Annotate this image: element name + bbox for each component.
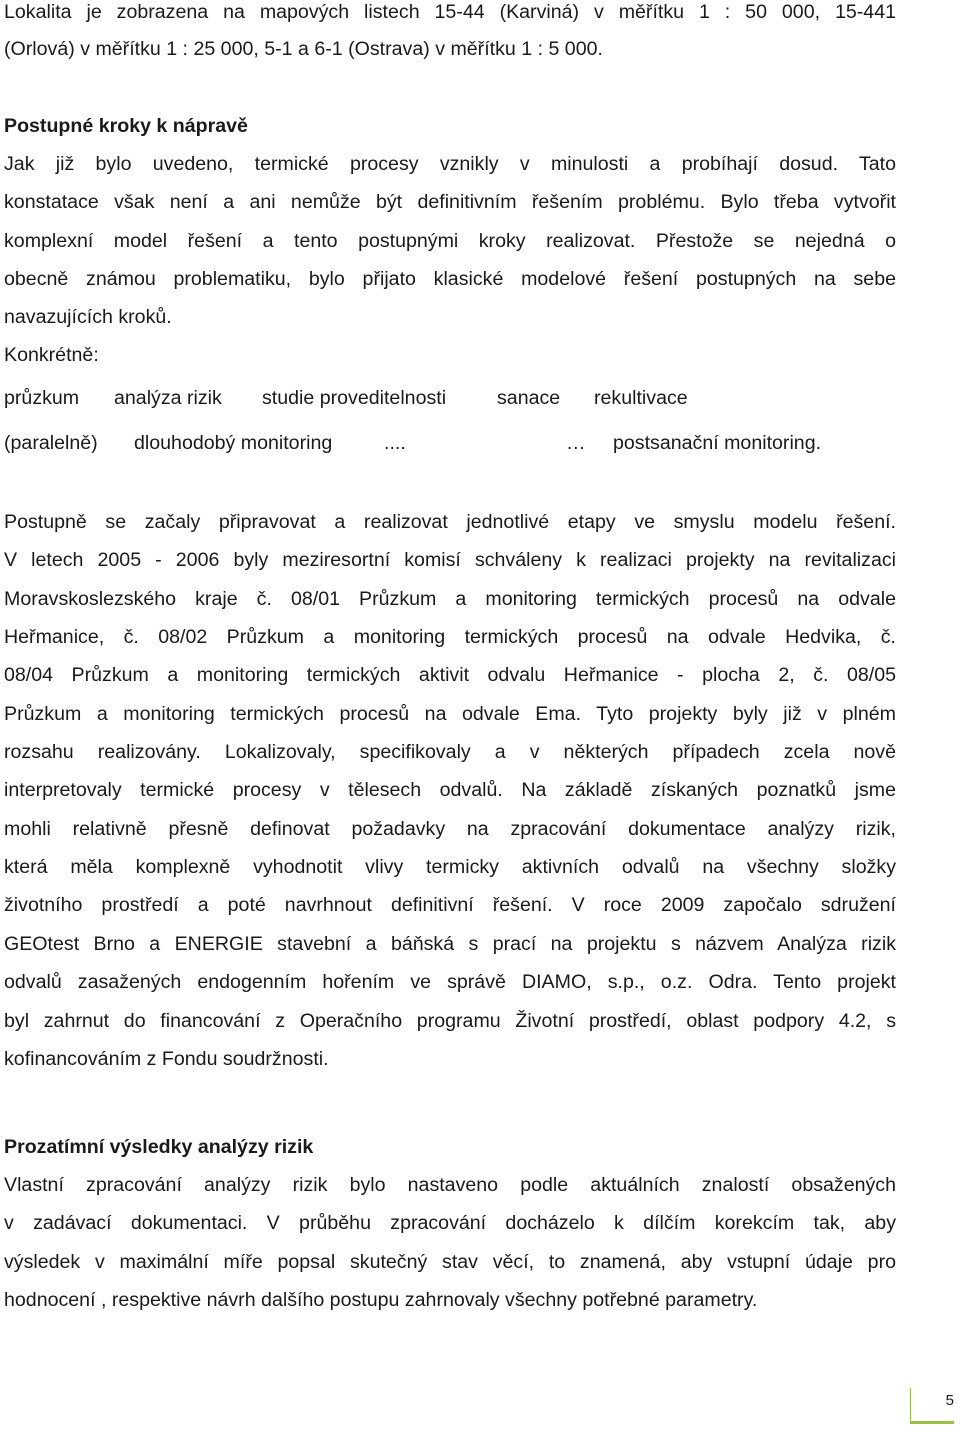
parallel-item: postsanační monitoring.: [613, 432, 822, 454]
parallel-item: dlouhodobý monitoring: [134, 432, 333, 454]
paragraph-line: Postupně se začaly připravovat a realizovat jednotlivé etapy ve smyslu modelu řešení.: [4, 511, 896, 533]
paragraph-line: navazujících kroků.: [4, 306, 172, 328]
paragraph-line: konstatace však není a ani nemůže být definitivním řešením problému. Bylo třeba vytvořit: [4, 191, 896, 213]
step-item: rekultivace: [594, 387, 688, 409]
intro-line-1: Lokalita je zobrazena na mapových listech 15-44 (Karviná) v měřítku 1 : 50 000, 15-441: [4, 1, 896, 23]
parallel-item: …: [566, 432, 586, 454]
paragraph-line: Moravskoslezského kraje č. 08/01 Průzkum a monitoring termických procesů na odvale: [4, 588, 896, 610]
parallel-item: (paralelně): [4, 432, 98, 454]
paragraph-line: byl zahrnut do financování z Operačního programu Životní prostředí, oblast podpory 4.2, s: [4, 1010, 896, 1032]
paragraph-line: Průzkum a monitoring termických procesů na odvale Ema. Tyto projekty byly již v plném: [4, 703, 896, 725]
paragraph-line: interpretovaly termické procesy v tělesech odvalů. Na základě získaných poznatků jsme: [4, 779, 896, 801]
paragraph-line: odvalů zasažených endogenním hořením ve správě DIAMO, s.p., o.z. Odra. Tento projekt: [4, 971, 896, 993]
paragraph-line: která měla komplexně vyhodnotit vlivy termicky aktivních odvalů na všechny složky: [4, 856, 896, 878]
section-heading-steps: Postupné kroky k nápravě: [4, 115, 248, 137]
section-heading-results: Prozatímní výsledky analýzy rizik: [4, 1136, 314, 1158]
paragraph-line: rozsahu realizovány. Lokalizovaly, specifikovaly a v některých případech zcela nově: [4, 741, 896, 763]
step-item: studie proveditelnosti: [262, 387, 447, 409]
paragraph-line: obecně známou problematiku, bylo přijato klasické modelové řešení postupných na sebe: [4, 268, 896, 290]
parallel-item: ....: [384, 432, 406, 454]
paragraph-line: v zadávací dokumentaci. V průběhu zpracování docházelo k dílčím korekcím tak, aby: [4, 1212, 896, 1234]
paragraph-line: Jak již bylo uvedeno, termické procesy vznikly v minulosti a probíhají dosud. Tato: [4, 153, 896, 175]
paragraph-line: kofinancováním z Fondu soudržnosti.: [4, 1048, 329, 1070]
step-item: průzkum: [4, 387, 80, 409]
paragraph-line: Heřmanice, č. 08/02 Průzkum a monitoring termických procesů na odvale Hedvika, č.: [4, 626, 896, 648]
step-item: sanace: [497, 387, 561, 409]
paragraph-line: 08/04 Průzkum a monitoring termických aktivit odvalu Heřmanice - plocha 2, č. 08/05: [4, 664, 896, 686]
paragraph-line: mohli relativně přesně definovat požadavky na zpracování dokumentace analýzy rizik,: [4, 818, 896, 840]
paragraph-line: Vlastní zpracování analýzy rizik bylo nastaveno podle aktuálních znalostí obsažených: [4, 1174, 896, 1196]
page-marker-rule-horizontal: [910, 1421, 954, 1424]
paragraph-line: GEOtest Brno a ENERGIE stavební a báňská s prací na projektu s názvem Analýza rizik: [4, 933, 896, 955]
paragraph-line: V letech 2005 - 2006 byly meziresortní komisí schváleny k realizaci projekty na revitalizaci: [4, 549, 896, 571]
paragraph-line: komplexní model řešení a tento postupnými kroky realizovat. Přestože se nejedná o: [4, 230, 896, 252]
step-item: analýza rizik: [114, 387, 222, 409]
paragraph-line: životního prostředí a poté navrhnout definitivní řešení. V roce 2009 započalo sdružení: [4, 894, 896, 916]
paragraph-line: výsledek v maximální míře popsal skutečný stav věcí, to znamená, aby vstupní údaje pro: [4, 1251, 896, 1273]
page-number: 5: [945, 1392, 954, 1409]
concretely-label: Konkrétně:: [4, 344, 99, 366]
paragraph-line: hodnocení , respektive návrh dalšího postupu zahrnovaly všechny potřebné parametry.: [4, 1289, 758, 1311]
intro-line-2: (Orlová) v měřítku 1 : 25 000, 5-1 a 6-1 (Ostrava) v měřítku 1 : 5 000.: [4, 38, 603, 60]
